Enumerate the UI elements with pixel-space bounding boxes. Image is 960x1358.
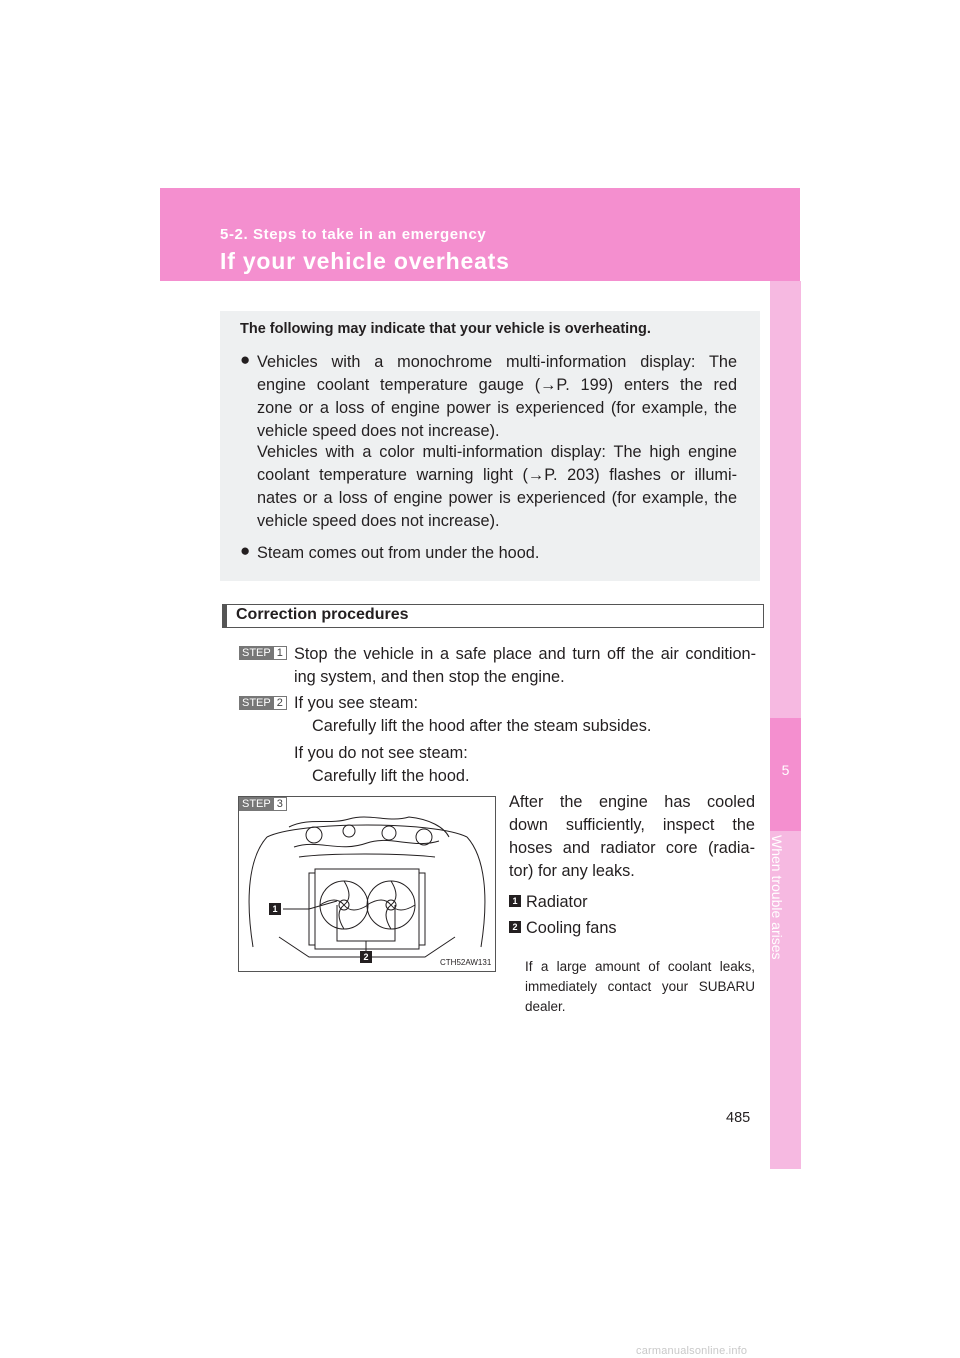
step-number: 2 [274, 696, 287, 710]
step2-if-steam-action: Carefully lift the hood after the steam subsides. [312, 717, 652, 735]
legend-2-number: 2 [509, 921, 521, 933]
correction-heading: Correction procedures [236, 606, 409, 623]
legend-1-number: 1 [509, 895, 521, 907]
watermark-text[interactable]: carmanualsonline.info [636, 1345, 748, 1357]
step1-line1: Stop the vehicle in a safe place and turn off the air condition- [294, 645, 756, 663]
watermark-strip [0, 1343, 960, 1358]
engine-bay-figure [238, 796, 496, 972]
bullet1-line: vehicle speed does not increase). [257, 512, 500, 530]
bullet1-line: zone or a loss of engine power is experienced (for example, the [257, 399, 737, 417]
legend-1-label: Radiator [526, 893, 588, 911]
step1-badge [239, 646, 287, 660]
figure-code: CTH52AW131 [440, 958, 492, 967]
section-label: 5-2. Steps to take in an emergency [220, 226, 487, 243]
bullet2-text: Steam comes out from under the hood. [257, 544, 540, 562]
step2-badge [239, 696, 287, 710]
step-label: STEP [239, 646, 274, 660]
step2-if-no-steam: If you do not see steam: [294, 744, 468, 762]
page-title: If your vehicle overheats [220, 248, 510, 274]
step-number: 3 [274, 797, 287, 811]
callout-2: 2 [360, 951, 372, 963]
page-number: 485 [726, 1110, 751, 1126]
side-tab-label-text: When trouble arises [769, 835, 785, 960]
step1-line2: ing system, and then stop the engine. [294, 668, 565, 686]
legend-2-label: Cooling fans [526, 919, 617, 937]
bullet-icon: ● [240, 350, 251, 369]
bullet1-line: vehicle speed does not increase). [257, 422, 500, 440]
bullet1-line: Vehicles with a color multi-information display: The high engine [257, 443, 737, 461]
callout-1: 1 [269, 903, 281, 915]
step-label: STEP [239, 696, 274, 710]
bullet1-line: engine coolant temperature gauge (→P. 199) enters the red [257, 376, 737, 394]
bullet-icon: ● [240, 541, 251, 560]
step3-line: hoses and radiator core (radia- [509, 839, 755, 857]
step3-line: After the engine has cooled [509, 793, 755, 811]
bullet1-line: Vehicles with a monochrome multi-information display: The [257, 353, 737, 371]
step-label: STEP [239, 797, 274, 811]
coolant-leak-note: If a large amount of coolant leaks, immediately contact your SUBARU dealer. [525, 959, 755, 1014]
bullet1-line: coolant temperature warning light (→P. 203) flashes or illumi- [257, 466, 737, 484]
step3-line: tor) for any leaks. [509, 862, 635, 880]
step2-if-steam: If you see steam: [294, 694, 418, 712]
step-number: 1 [274, 646, 287, 660]
engine-bay-illustration [239, 797, 495, 971]
step3-line: down sufficiently, inspect the [509, 816, 755, 834]
bullet1-line: nates or a loss of engine power is experienced (for example, the [257, 489, 737, 507]
step2-if-no-steam-action: Carefully lift the hood. [312, 767, 470, 785]
side-tab-number: 5 [781, 762, 790, 778]
step3-badge [239, 797, 287, 811]
indicator-intro: The following may indicate that your vehicle is overheating. [240, 321, 651, 337]
